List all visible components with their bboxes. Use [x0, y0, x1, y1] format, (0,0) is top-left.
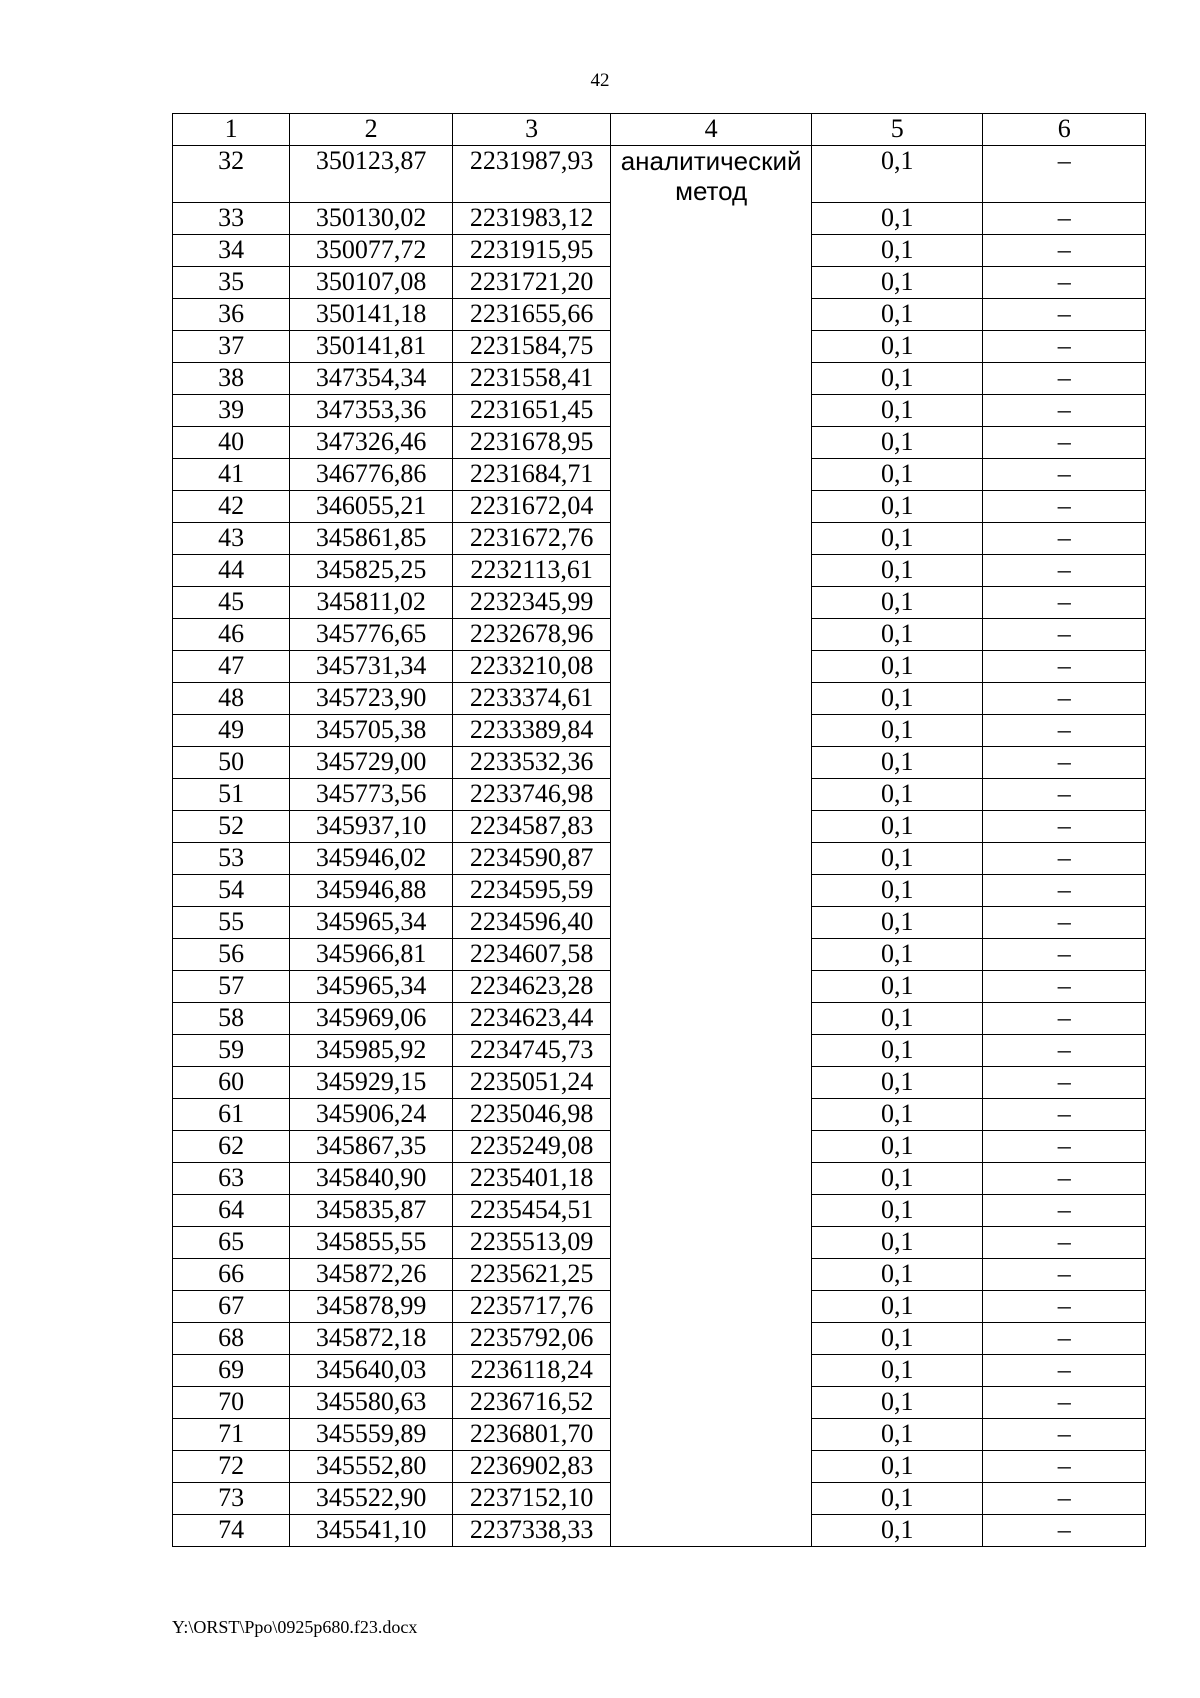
description-cell: – — [983, 843, 1146, 875]
file-path-footer: Y:\ORST\Ppo\0925p680.f23.docx — [172, 1617, 418, 1637]
x-coordinate-cell: 346055,21 — [290, 491, 453, 523]
column-header: 3 — [452, 114, 610, 146]
point-number-cell: 48 — [173, 683, 290, 715]
accuracy-cell: 0,1 — [811, 395, 983, 427]
point-number-cell: 32 — [173, 146, 290, 203]
accuracy-cell: 0,1 — [811, 1419, 983, 1451]
description-cell: – — [983, 1067, 1146, 1099]
point-number-cell: 35 — [173, 267, 290, 299]
point-number-cell: 45 — [173, 587, 290, 619]
point-number-cell: 67 — [173, 1291, 290, 1323]
accuracy-cell: 0,1 — [811, 146, 983, 203]
point-number-cell: 71 — [173, 1419, 290, 1451]
accuracy-cell: 0,1 — [811, 1323, 983, 1355]
y-coordinate-cell: 2234623,28 — [452, 971, 610, 1003]
y-coordinate-cell: 2234587,83 — [452, 811, 610, 843]
description-cell: – — [983, 587, 1146, 619]
accuracy-cell: 0,1 — [811, 715, 983, 747]
point-number-cell: 55 — [173, 907, 290, 939]
x-coordinate-cell: 345640,03 — [290, 1355, 453, 1387]
description-cell: – — [983, 907, 1146, 939]
description-cell: – — [983, 971, 1146, 1003]
coordinates-table — [172, 113, 1146, 1547]
accuracy-cell: 0,1 — [811, 971, 983, 1003]
y-coordinate-cell: 2231558,41 — [452, 363, 610, 395]
point-number-cell: 59 — [173, 1035, 290, 1067]
description-cell: – — [983, 779, 1146, 811]
point-number-cell: 41 — [173, 459, 290, 491]
y-coordinate-cell: 2235513,09 — [452, 1227, 610, 1259]
accuracy-cell: 0,1 — [811, 491, 983, 523]
point-number-cell: 56 — [173, 939, 290, 971]
description-cell: – — [983, 715, 1146, 747]
description-cell: – — [983, 1099, 1146, 1131]
accuracy-cell: 0,1 — [811, 331, 983, 363]
y-coordinate-cell: 2231915,95 — [452, 235, 610, 267]
description-cell: – — [983, 1195, 1146, 1227]
accuracy-cell: 0,1 — [811, 779, 983, 811]
x-coordinate-cell: 345878,99 — [290, 1291, 453, 1323]
accuracy-cell: 0,1 — [811, 203, 983, 235]
accuracy-cell: 0,1 — [811, 363, 983, 395]
x-coordinate-cell: 345969,06 — [290, 1003, 453, 1035]
x-coordinate-cell: 345855,55 — [290, 1227, 453, 1259]
point-number-cell: 60 — [173, 1067, 290, 1099]
y-coordinate-cell: 2235621,25 — [452, 1259, 610, 1291]
accuracy-cell: 0,1 — [811, 1163, 983, 1195]
x-coordinate-cell: 345946,02 — [290, 843, 453, 875]
description-cell: – — [983, 1355, 1146, 1387]
x-coordinate-cell: 345825,25 — [290, 555, 453, 587]
description-cell: – — [983, 1259, 1146, 1291]
column-header: 1 — [173, 114, 290, 146]
x-coordinate-cell: 350077,72 — [290, 235, 453, 267]
y-coordinate-cell: 2234595,59 — [452, 875, 610, 907]
accuracy-cell: 0,1 — [811, 235, 983, 267]
point-number-cell: 46 — [173, 619, 290, 651]
accuracy-cell: 0,1 — [811, 1195, 983, 1227]
description-cell: – — [983, 939, 1146, 971]
x-coordinate-cell: 345872,18 — [290, 1323, 453, 1355]
x-coordinate-cell: 345773,56 — [290, 779, 453, 811]
x-coordinate-cell: 345776,65 — [290, 619, 453, 651]
description-cell: – — [983, 875, 1146, 907]
accuracy-cell: 0,1 — [811, 1227, 983, 1259]
point-number-cell: 58 — [173, 1003, 290, 1035]
header-row — [173, 114, 1146, 146]
y-coordinate-cell: 2235401,18 — [452, 1163, 610, 1195]
point-number-cell: 74 — [173, 1515, 290, 1547]
x-coordinate-cell: 345552,80 — [290, 1451, 453, 1483]
x-coordinate-cell: 345705,38 — [290, 715, 453, 747]
column-header: 6 — [983, 114, 1146, 146]
y-coordinate-cell: 2235249,08 — [452, 1131, 610, 1163]
y-coordinate-cell: 2234590,87 — [452, 843, 610, 875]
x-coordinate-cell: 345840,90 — [290, 1163, 453, 1195]
y-coordinate-cell: 2233374,61 — [452, 683, 610, 715]
description-cell: – — [983, 1483, 1146, 1515]
x-coordinate-cell: 347354,34 — [290, 363, 453, 395]
point-number-cell: 33 — [173, 203, 290, 235]
description-cell: – — [983, 459, 1146, 491]
description-cell: – — [983, 331, 1146, 363]
page-number: 42 — [590, 70, 610, 91]
point-number-cell: 53 — [173, 843, 290, 875]
point-number-cell: 61 — [173, 1099, 290, 1131]
x-coordinate-cell: 345966,81 — [290, 939, 453, 971]
point-number-cell: 65 — [173, 1227, 290, 1259]
table-row — [173, 146, 1146, 203]
point-number-cell: 47 — [173, 651, 290, 683]
x-coordinate-cell: 345522,90 — [290, 1483, 453, 1515]
y-coordinate-cell: 2231684,71 — [452, 459, 610, 491]
x-coordinate-cell: 345946,88 — [290, 875, 453, 907]
y-coordinate-cell: 2233210,08 — [452, 651, 610, 683]
y-coordinate-cell: 2235717,76 — [452, 1291, 610, 1323]
x-coordinate-cell: 345541,10 — [290, 1515, 453, 1547]
x-coordinate-cell: 345867,35 — [290, 1131, 453, 1163]
point-number-cell: 39 — [173, 395, 290, 427]
accuracy-cell: 0,1 — [811, 1483, 983, 1515]
accuracy-cell: 0,1 — [811, 747, 983, 779]
accuracy-cell: 0,1 — [811, 1291, 983, 1323]
y-coordinate-cell: 2231672,76 — [452, 523, 610, 555]
point-number-cell: 42 — [173, 491, 290, 523]
point-number-cell: 64 — [173, 1195, 290, 1227]
y-coordinate-cell: 2234623,44 — [452, 1003, 610, 1035]
point-number-cell: 40 — [173, 427, 290, 459]
description-cell: – — [983, 619, 1146, 651]
x-coordinate-cell: 346776,86 — [290, 459, 453, 491]
description-cell: – — [983, 491, 1146, 523]
point-number-cell: 57 — [173, 971, 290, 1003]
description-cell: – — [983, 203, 1146, 235]
x-coordinate-cell: 345835,87 — [290, 1195, 453, 1227]
x-coordinate-cell: 345985,92 — [290, 1035, 453, 1067]
point-number-cell: 51 — [173, 779, 290, 811]
accuracy-cell: 0,1 — [811, 587, 983, 619]
point-number-cell: 38 — [173, 363, 290, 395]
x-coordinate-cell: 350130,02 — [290, 203, 453, 235]
point-number-cell: 69 — [173, 1355, 290, 1387]
accuracy-cell: 0,1 — [811, 683, 983, 715]
y-coordinate-cell: 2237152,10 — [452, 1483, 610, 1515]
accuracy-cell: 0,1 — [811, 267, 983, 299]
y-coordinate-cell: 2235454,51 — [452, 1195, 610, 1227]
y-coordinate-cell: 2235051,24 — [452, 1067, 610, 1099]
y-coordinate-cell: 2231672,04 — [452, 491, 610, 523]
accuracy-cell: 0,1 — [811, 523, 983, 555]
accuracy-cell: 0,1 — [811, 1035, 983, 1067]
point-number-cell: 73 — [173, 1483, 290, 1515]
x-coordinate-cell: 347353,36 — [290, 395, 453, 427]
point-number-cell: 36 — [173, 299, 290, 331]
description-cell: – — [983, 1163, 1146, 1195]
accuracy-cell: 0,1 — [811, 1099, 983, 1131]
description-cell: – — [983, 1387, 1146, 1419]
point-number-cell: 52 — [173, 811, 290, 843]
description-cell: – — [983, 811, 1146, 843]
accuracy-cell: 0,1 — [811, 651, 983, 683]
description-cell: – — [983, 555, 1146, 587]
point-number-cell: 43 — [173, 523, 290, 555]
x-coordinate-cell: 345965,34 — [290, 907, 453, 939]
x-coordinate-cell: 345723,90 — [290, 683, 453, 715]
description-cell: – — [983, 363, 1146, 395]
accuracy-cell: 0,1 — [811, 939, 983, 971]
point-number-cell: 54 — [173, 875, 290, 907]
accuracy-cell: 0,1 — [811, 1259, 983, 1291]
description-cell: – — [983, 651, 1146, 683]
accuracy-cell: 0,1 — [811, 811, 983, 843]
description-cell: – — [983, 1291, 1146, 1323]
description-cell: – — [983, 1131, 1146, 1163]
x-coordinate-cell: 345872,26 — [290, 1259, 453, 1291]
y-coordinate-cell: 2231983,12 — [452, 203, 610, 235]
description-cell: – — [983, 146, 1146, 203]
accuracy-cell: 0,1 — [811, 875, 983, 907]
point-number-cell: 50 — [173, 747, 290, 779]
point-number-cell: 37 — [173, 331, 290, 363]
x-coordinate-cell: 345729,00 — [290, 747, 453, 779]
description-cell: – — [983, 235, 1146, 267]
accuracy-cell: 0,1 — [811, 1451, 983, 1483]
y-coordinate-cell: 2231721,20 — [452, 267, 610, 299]
accuracy-cell: 0,1 — [811, 1003, 983, 1035]
point-number-cell: 62 — [173, 1131, 290, 1163]
table-body — [173, 114, 1146, 1547]
column-header: 5 — [811, 114, 983, 146]
y-coordinate-cell: 2233746,98 — [452, 779, 610, 811]
accuracy-cell: 0,1 — [811, 459, 983, 491]
x-coordinate-cell: 345731,34 — [290, 651, 453, 683]
y-coordinate-cell: 2236902,83 — [452, 1451, 610, 1483]
y-coordinate-cell: 2231655,66 — [452, 299, 610, 331]
y-coordinate-cell: 2233389,84 — [452, 715, 610, 747]
accuracy-cell: 0,1 — [811, 1131, 983, 1163]
x-coordinate-cell: 345811,02 — [290, 587, 453, 619]
point-number-cell: 66 — [173, 1259, 290, 1291]
accuracy-cell: 0,1 — [811, 299, 983, 331]
description-cell: – — [983, 1515, 1146, 1547]
accuracy-cell: 0,1 — [811, 555, 983, 587]
y-coordinate-cell: 2237338,33 — [452, 1515, 610, 1547]
y-coordinate-cell: 2235046,98 — [452, 1099, 610, 1131]
point-number-cell: 34 — [173, 235, 290, 267]
accuracy-cell: 0,1 — [811, 619, 983, 651]
accuracy-cell: 0,1 — [811, 1515, 983, 1547]
y-coordinate-cell: 2231678,95 — [452, 427, 610, 459]
accuracy-cell: 0,1 — [811, 1067, 983, 1099]
y-coordinate-cell: 2231651,45 — [452, 395, 610, 427]
method-cell: аналитический метод — [611, 146, 812, 1547]
column-header: 2 — [290, 114, 453, 146]
description-cell: – — [983, 299, 1146, 331]
point-number-cell: 63 — [173, 1163, 290, 1195]
description-cell: – — [983, 267, 1146, 299]
y-coordinate-cell: 2234745,73 — [452, 1035, 610, 1067]
point-number-cell: 72 — [173, 1451, 290, 1483]
accuracy-cell: 0,1 — [811, 1355, 983, 1387]
description-cell: – — [983, 395, 1146, 427]
y-coordinate-cell: 2231584,75 — [452, 331, 610, 363]
description-cell: – — [983, 1003, 1146, 1035]
description-cell: – — [983, 523, 1146, 555]
point-number-cell: 44 — [173, 555, 290, 587]
y-coordinate-cell: 2232113,61 — [452, 555, 610, 587]
y-coordinate-cell: 2236801,70 — [452, 1419, 610, 1451]
y-coordinate-cell: 2234596,40 — [452, 907, 610, 939]
point-number-cell: 49 — [173, 715, 290, 747]
y-coordinate-cell: 2236118,24 — [452, 1355, 610, 1387]
accuracy-cell: 0,1 — [811, 1387, 983, 1419]
y-coordinate-cell: 2231987,93 — [452, 146, 610, 203]
x-coordinate-cell: 350141,18 — [290, 299, 453, 331]
y-coordinate-cell: 2233532,36 — [452, 747, 610, 779]
accuracy-cell: 0,1 — [811, 427, 983, 459]
y-coordinate-cell: 2234607,58 — [452, 939, 610, 971]
description-cell: – — [983, 1227, 1146, 1259]
x-coordinate-cell: 350123,87 — [290, 146, 453, 203]
x-coordinate-cell: 345906,24 — [290, 1099, 453, 1131]
y-coordinate-cell: 2232678,96 — [452, 619, 610, 651]
x-coordinate-cell: 347326,46 — [290, 427, 453, 459]
x-coordinate-cell: 345861,85 — [290, 523, 453, 555]
description-cell: – — [983, 1035, 1146, 1067]
column-header: 4 — [611, 114, 812, 146]
x-coordinate-cell: 345559,89 — [290, 1419, 453, 1451]
accuracy-cell: 0,1 — [811, 843, 983, 875]
description-cell: – — [983, 683, 1146, 715]
x-coordinate-cell: 350107,08 — [290, 267, 453, 299]
y-coordinate-cell: 2232345,99 — [452, 587, 610, 619]
x-coordinate-cell: 345965,34 — [290, 971, 453, 1003]
x-coordinate-cell: 345929,15 — [290, 1067, 453, 1099]
point-number-cell: 68 — [173, 1323, 290, 1355]
x-coordinate-cell: 345937,10 — [290, 811, 453, 843]
description-cell: – — [983, 1451, 1146, 1483]
description-cell: – — [983, 1323, 1146, 1355]
description-cell: – — [983, 427, 1146, 459]
x-coordinate-cell: 350141,81 — [290, 331, 453, 363]
point-number-cell: 70 — [173, 1387, 290, 1419]
y-coordinate-cell: 2236716,52 — [452, 1387, 610, 1419]
y-coordinate-cell: 2235792,06 — [452, 1323, 610, 1355]
description-cell: – — [983, 747, 1146, 779]
x-coordinate-cell: 345580,63 — [290, 1387, 453, 1419]
accuracy-cell: 0,1 — [811, 907, 983, 939]
description-cell: – — [983, 1419, 1146, 1451]
